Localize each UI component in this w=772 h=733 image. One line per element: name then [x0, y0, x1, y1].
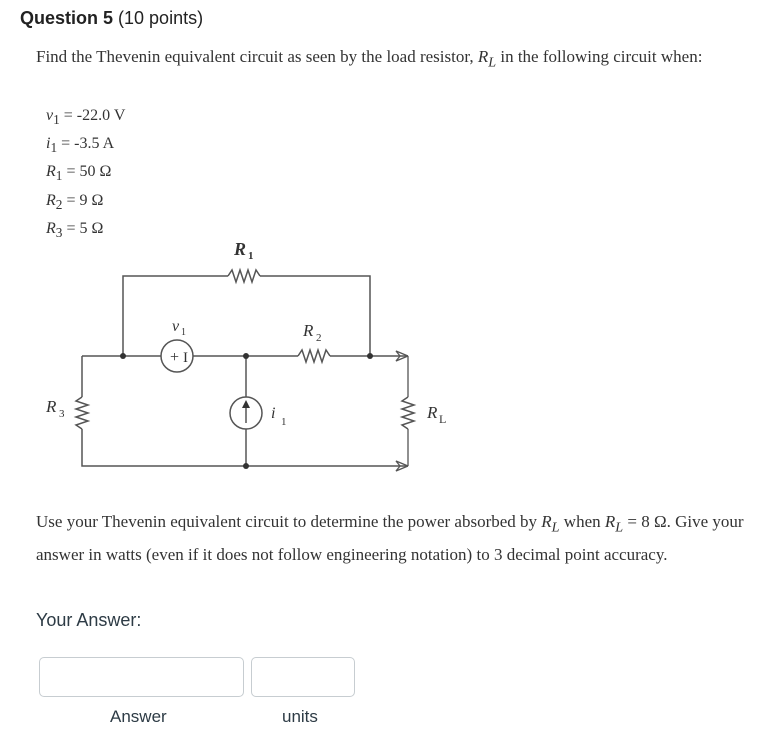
units-caption: units — [282, 707, 318, 726]
rl-subscript: L — [488, 54, 497, 71]
resistor-r1 — [228, 270, 260, 282]
node-left — [120, 353, 126, 359]
variable-r1 — [46, 160, 125, 188]
wire-bottom — [82, 429, 408, 466]
resistor-r3 — [76, 397, 88, 429]
question-prompt — [36, 45, 756, 74]
circuit-diagram — [30, 232, 447, 482]
question-number: Question 5 — [20, 8, 114, 28]
answer-input[interactable] — [39, 657, 244, 697]
label-v1: v — [172, 318, 180, 335]
wire-top-left — [123, 276, 228, 356]
prompt2-part-b: when — [563, 512, 601, 531]
node-bottom — [243, 463, 249, 469]
label-r3: R — [46, 397, 57, 416]
var-symbol: R — [46, 191, 56, 209]
question-title — [20, 8, 203, 29]
label-r2-sub: 2 — [316, 332, 322, 344]
resistor-r2 — [298, 350, 330, 362]
rl-subscript: L — [551, 519, 560, 536]
label-rl: R — [427, 403, 438, 422]
prompt2-part-a: Use your Thevenin equivalent circuit to determine the power absorbed by — [36, 512, 538, 531]
label-v1-sub: 1 — [181, 327, 186, 338]
var-value: = 50 Ω — [66, 163, 112, 181]
var-symbol: R — [46, 219, 56, 237]
variable-i1 — [46, 132, 125, 160]
var-symbol: v — [46, 107, 54, 124]
prompt2-part-d: Ω. Give your answer in watts (even if it does not follow engineering notation) to 3 decimal point accuracy. — [36, 512, 744, 565]
var-subscript: 2 — [55, 196, 63, 212]
current-arrow-head — [242, 400, 250, 408]
units-input[interactable] — [251, 657, 355, 697]
wire-top-right — [260, 276, 370, 356]
question-points: (10 points) — [118, 8, 204, 28]
question-prompt-2 — [36, 508, 756, 569]
label-i1-sub: 1 — [281, 416, 287, 428]
resistor-rl — [402, 397, 414, 429]
source-minus: I — [183, 350, 188, 366]
label-r2: R — [303, 321, 314, 340]
variable-v1 — [46, 104, 125, 132]
source-plus: + — [170, 349, 180, 366]
var-subscript: 1 — [53, 112, 60, 128]
label-r1-sub: 1 — [248, 250, 254, 262]
var-symbol: R — [46, 163, 56, 181]
var-value: = 5 Ω — [66, 219, 104, 237]
label-r1: R — [234, 239, 247, 259]
your-answer-label: Your Answer: — [36, 610, 142, 630]
rl-subscript: L — [615, 519, 624, 536]
prompt-intro: Find the Thevenin equivalent circuit as seen by the load resistor, — [36, 47, 474, 66]
node-right — [367, 353, 373, 359]
variable-list — [46, 104, 125, 245]
var-symbol: i — [46, 135, 51, 153]
var-value: = 9 Ω — [66, 191, 104, 209]
node-center — [243, 353, 249, 359]
rl-symbol: R — [541, 512, 552, 531]
rl-symbol: R — [604, 512, 616, 531]
prompt-intro-end: in the following circuit when: — [500, 47, 703, 66]
rl-symbol: R — [477, 47, 489, 66]
var-value: = -3.5 A — [61, 135, 115, 153]
var-value: = -22.0 V — [63, 107, 126, 124]
var-subscript: 3 — [55, 224, 63, 240]
prompt2-part-c: = 8 — [627, 512, 650, 531]
variable-r2 — [46, 189, 125, 217]
label-r3-sub: 3 — [59, 408, 65, 420]
label-rl-sub: L — [439, 412, 447, 426]
answer-caption: Answer — [110, 707, 167, 726]
label-i1: i — [271, 405, 276, 422]
var-subscript: 1 — [50, 140, 58, 156]
var-subscript: 1 — [55, 168, 63, 184]
